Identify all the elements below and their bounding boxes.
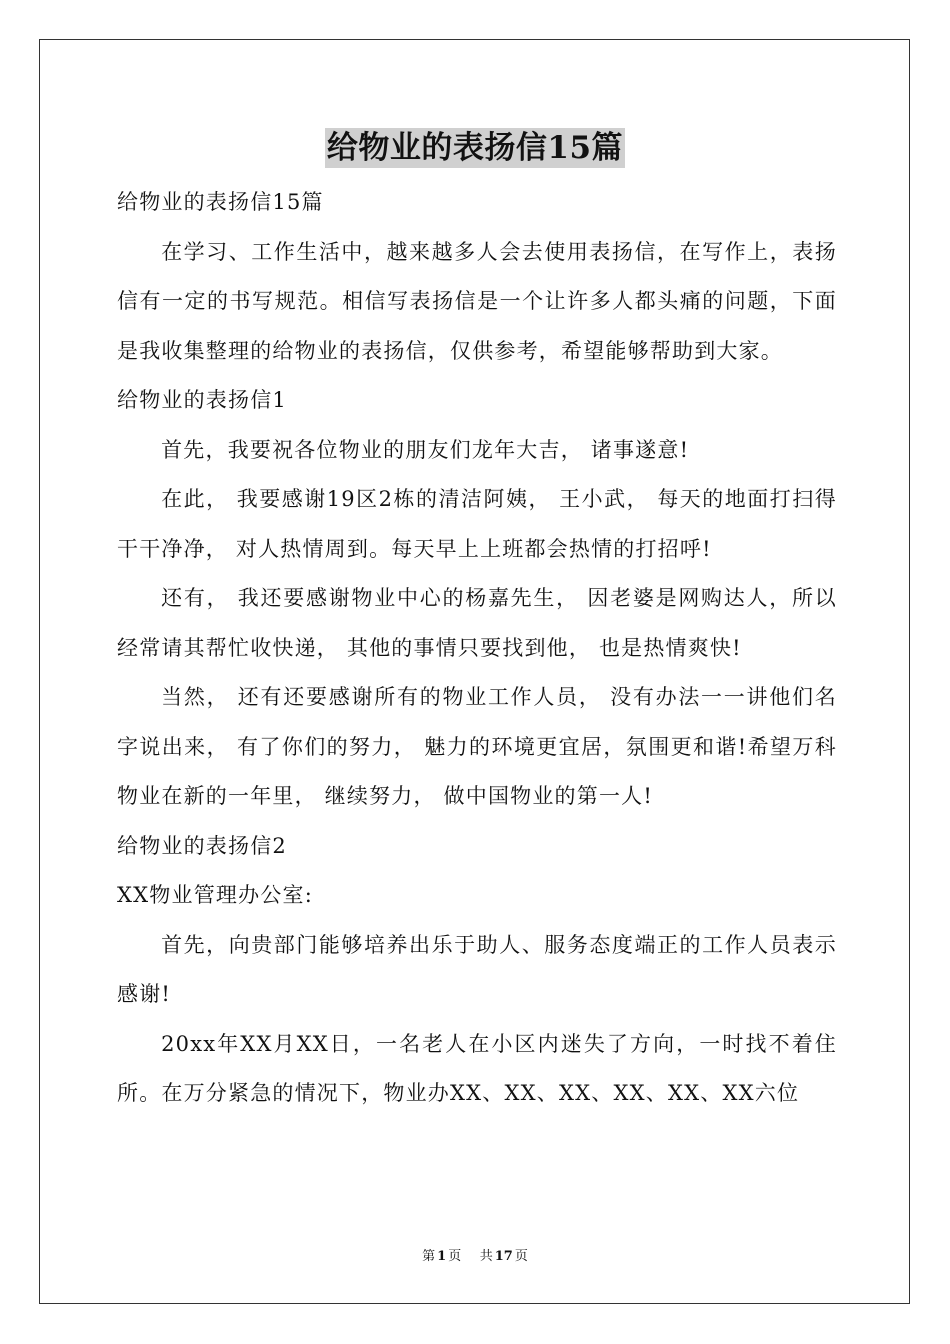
body-paragraph: 当然， 还有还要感谢所有的物业工作人员， 没有办法一一讲他们名字说出来， 有了你们的努力， 魅力的环境更宜居，氛围更和谐!希望万科物业在新的一年里， 继续努力， 做中国物业的第一人! [117,685,837,808]
body-paragraph: 首先，我要祝各位物业的朋友们龙年大吉， 诸事遂意! [161,437,690,462]
body-paragraph: 首先，向贵部门能够培养出乐于助人、服务态度端正的工作人员表示感谢! [117,932,837,1006]
footer-total-suffix: 页 [514,1249,528,1264]
title-container [0,128,950,168]
body-paragraph: 还有， 我还要感谢物业中心的杨嘉先生， 因老婆是网购达人，所以经常请其帮忙收快递， 其他的事情只要找到他， 也是热情爽快! [117,586,837,660]
footer-page-suffix: 页 [448,1249,462,1264]
footer-total-prefix: 共 [479,1249,493,1264]
section-heading: 给物业的表扬信15篇 [117,190,324,214]
footer-page-prefix: 第 [422,1249,436,1264]
document-title: 给物业的表扬信15篇 [326,130,624,166]
document-body [117,178,837,1119]
footer-page-current: 1 [437,1249,447,1264]
page-footer [0,1248,950,1266]
body-paragraph: 在此， 我要感谢19区2栋的清洁阿姨， 王小武， 每天的地面打扫得干干净净， 对人热情周到。每天早上上班都会热情的打招呼! [117,487,837,561]
footer-page-total: 17 [494,1249,513,1264]
body-paragraph: 在学习、工作生活中，越来越多人会去使用表扬信，在写作上，表扬信有一定的书写规范。相信写表扬信是一个让许多人都头痛的问题，下面是我收集整理的给物业的表扬信，仅供参考，希望能够帮助到大家。 [117,239,837,363]
section-heading: 给物业的表扬信1 [117,388,287,412]
body-paragraph: 20xx年XX月XX日，一名老人在小区内迷失了方向，一时找不着住所。在万分紧急的情况下，物业办XX、XX、XX、XX、XX、XX六位 [117,1031,837,1105]
section-heading: 给物业的表扬信2 [117,833,287,858]
section-heading: XX物业管理办公室: [117,883,313,907]
